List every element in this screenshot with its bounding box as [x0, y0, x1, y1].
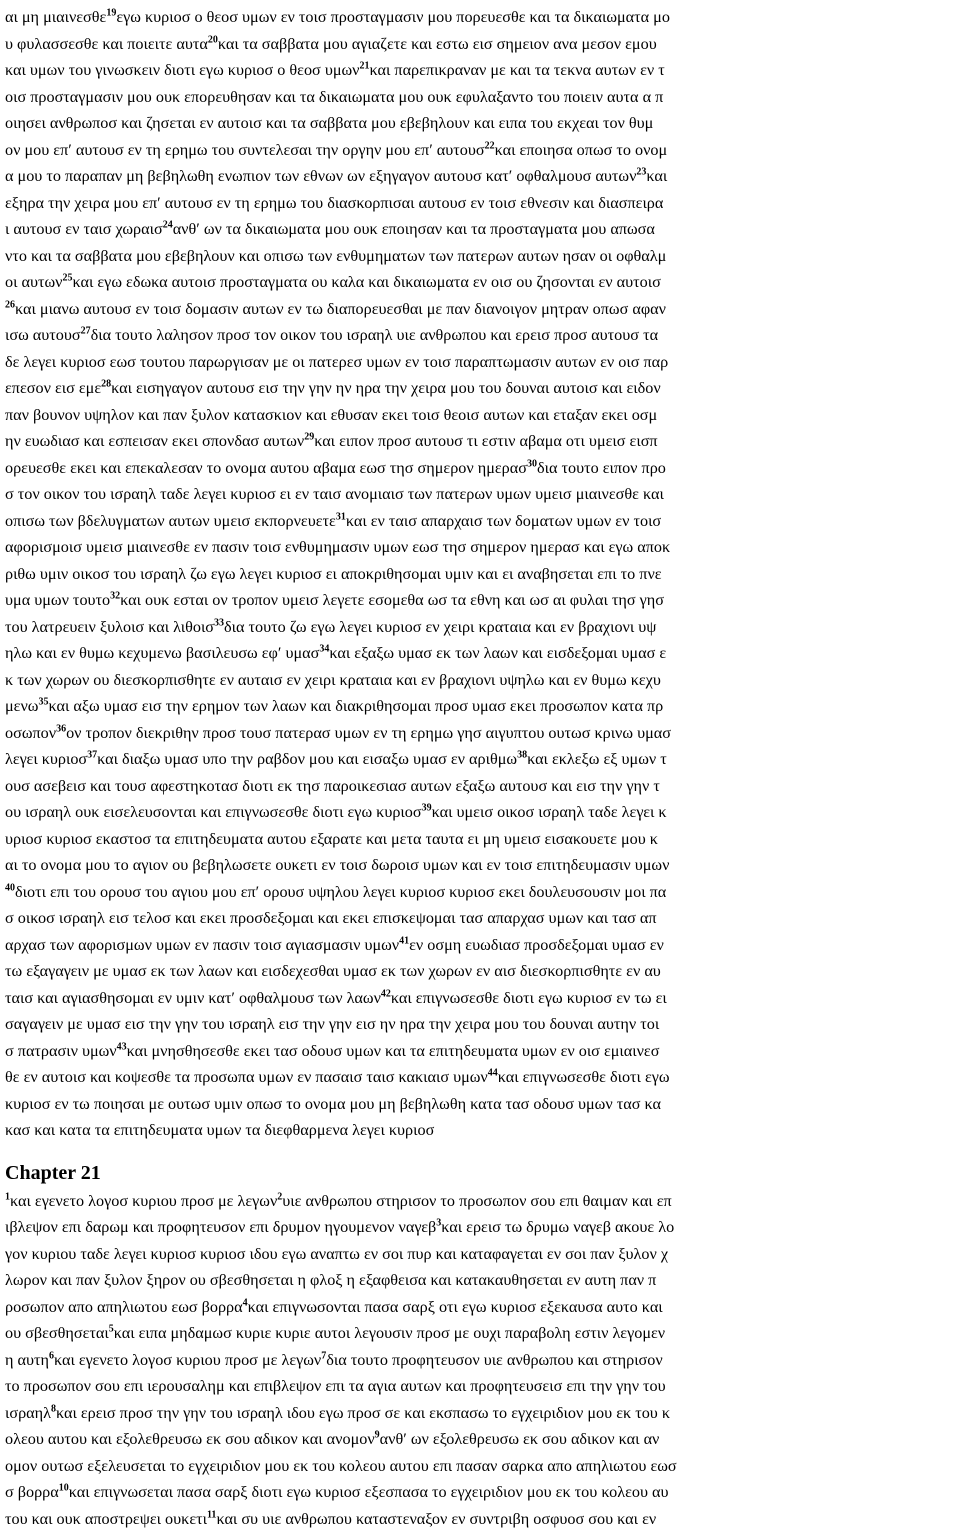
text-line — [5, 402, 955, 429]
verse-text: ορευεσθε εκει και επεκαλεσαν το ονομα αυτου αβαμα εωσ τησ σημερον ημερασ — [5, 459, 527, 477]
verse-text: ροσωπον απο απηλιωτου εωσ βορρα — [5, 1298, 243, 1316]
verse-text: ι αυτουσ εν ταισ χωραισ — [5, 220, 163, 238]
verse-number: 23 — [636, 167, 646, 178]
verse-number: 41 — [399, 935, 409, 946]
text-line — [5, 1117, 955, 1144]
verse-number: 10 — [59, 1483, 69, 1494]
verse-number: 40 — [5, 882, 15, 893]
verse-number: 39 — [422, 803, 432, 814]
text-line — [5, 1426, 955, 1453]
verse-number: 5 — [109, 1324, 114, 1335]
text-line — [5, 799, 955, 826]
verse-text: οιησει ανθρωποσ και ζησεται εν αυτοισ και τα σαββατα μου εβεβηλουν και ειπα του εκχεαι τον θυμ — [5, 114, 653, 132]
verse-number: 3 — [436, 1218, 441, 1229]
text-line — [5, 216, 955, 243]
text-line — [5, 1091, 955, 1118]
verse-text: και εγενετο λογοσ κυριου προσ με λεγων — [10, 1192, 277, 1210]
text-line — [5, 852, 955, 879]
verse-number: 32 — [110, 591, 120, 602]
verse-number: 37 — [87, 750, 97, 761]
verse-text: επεσον εισ εμε — [5, 379, 101, 397]
verse-text: του λατρευειν ξυλοισ και λιθοισ — [5, 618, 214, 636]
verse-text: ουσ ασεβεισ και τουσ αφεστηκοτασ διοτι εκ τησ παροικεσιασ αυτων εξαξω αυτουσ και εισ την γην τ — [5, 777, 660, 795]
verse-text: λεγει κυριοσ — [5, 750, 87, 768]
verse-text: και υμων του γινωσκειν διοτι εγω κυριοσ ο θεοσ υμων — [5, 61, 360, 79]
text-line — [5, 1320, 955, 1347]
text-line — [5, 1400, 955, 1427]
text-line — [5, 508, 955, 535]
verse-text: και επιγνωσεται πασα σαρξ διοτι εγω κυριοσ εξεσπασα το εγχειριδιον μου εκ του κολεου αυ — [69, 1483, 669, 1501]
verse-text: δε λεγει κυριοσ εωσ τουτου παρωργισαν με οι πατερεσ υμων εν τοισ παραπτωμασιν αυτων εν οισ παρ — [5, 353, 668, 371]
verse-number: 1 — [5, 1191, 10, 1202]
verse-text: και διαξω υμασ υπο την ραβδον μου και εισαξω υμασ εν αριθμω — [97, 750, 517, 768]
verse-text: σ πατρασιν υμων — [5, 1042, 117, 1060]
scripture-passage-chapter-20 — [5, 4, 955, 1144]
verse-text: ην ευωδιασ και εσπεισαν εκει σπονδασ αυτων — [5, 432, 304, 450]
verse-text: υιε ανθρωπου στηρισον το προσωπον σου επι θαιμαν και επ — [282, 1192, 671, 1210]
text-line — [5, 958, 955, 985]
text-line — [5, 587, 955, 614]
text-line — [5, 1064, 955, 1091]
text-line — [5, 746, 955, 773]
verse-text: ολεου αυτου και εξολεθρευσω εκ σου αδικον και ανομον — [5, 1430, 375, 1448]
verse-text: σ βορρα — [5, 1483, 59, 1501]
verse-number: 25 — [62, 273, 72, 284]
verse-text: και αξω υμασ εισ την ερημον των λαων και διακριθησομαι προσ υμασ εκει προσωπον κατα πρ — [48, 697, 663, 715]
verse-number: 26 — [5, 299, 15, 310]
verse-text: αι το ονομα μου το αγιον ου βεβηλωσετε ουκετι εν τοισ δωροισ υμων και εν τοισ επιτηδευμασιν υμων — [5, 856, 669, 874]
verse-number: 29 — [304, 432, 314, 443]
text-line — [5, 773, 955, 800]
verse-number: 44 — [488, 1068, 498, 1079]
text-line — [5, 693, 955, 720]
verse-text: ντο και τα σαββατα μου εβεβηλουν και οπισω των ενθυμηματων των πατερων αυτων ησαν οι οφθαλμ — [5, 247, 666, 265]
text-line — [5, 163, 955, 190]
verse-text: οισ προσταγμασιν μου ουκ επορευθησαν και τα δικαιωματα μου ουκ εφυλαξαντο του ποιειν αυτα α π — [5, 88, 663, 106]
verse-text: ομον ουτωσ εξελευσεται το εγχειριδιον μου εκ του κολεου αυτου επι πασαν σαρκα απο απηλιωτου εωσ — [5, 1457, 677, 1475]
text-line — [5, 1506, 955, 1532]
text-line — [5, 932, 955, 959]
verse-number: 34 — [319, 644, 329, 655]
scripture-passage-chapter-21 — [5, 1188, 955, 1532]
text-line — [5, 322, 955, 349]
verse-text: ανθ′ ων εξολεθρευσω εκ σου αδικον και αν — [380, 1430, 660, 1448]
verse-text: κυριοσ εν τω ποιησαι με ουτωσ υμιν οπωσ το ονομα μου μη βεβηλωθη κατα τασ οδουσ υμων τασ κα — [5, 1095, 661, 1113]
verse-number: 27 — [81, 326, 91, 337]
text-line — [5, 1373, 955, 1400]
verse-text: η αυτη — [5, 1351, 49, 1369]
verse-number: 33 — [214, 617, 224, 628]
text-line — [5, 561, 955, 588]
text-line — [5, 190, 955, 217]
verse-text: και ουκ εσται ον τροπον υμεισ λεγετε εσομεθα ωσ τα εθνη και ωσ αι φυλαι τησ γησ — [120, 591, 664, 609]
verse-text: και επιγνωσονται πασα σαρξ οτι εγω κυριοσ εξεκαυσα αυτο και — [248, 1298, 663, 1316]
verse-text: και εξαξω υμασ εκ των λαων και εισδεξομαι υμασ ε — [329, 644, 666, 662]
verse-number: 2 — [277, 1191, 282, 1202]
verse-text: δια τουτο λαλησον προσ τον οικον του ισραηλ υιε ανθρωπου και ερεισ προσ αυτουσ τα — [91, 326, 658, 344]
text-line — [5, 84, 955, 111]
verse-text: και — [646, 167, 667, 185]
verse-number: 43 — [117, 1041, 127, 1052]
verse-text: και εγω εδωκα αυτοισ προσταγματα ου καλα και δικαιωματα εν οισ ου ζησονται εν αυτοισ — [72, 273, 660, 291]
verse-text: α μου το παραπαν μη βεβηλωθη ενωπιον των εθνων ων εξηγαγον αυτουσ κατ′ οφθαλμουσ αυτων — [5, 167, 636, 185]
text-line — [5, 1294, 955, 1321]
verse-text: και μνησθησεσθε εκει τασ οδουσ υμων και τα επιτηδευματα υμων εν οισ εμιαινεσ — [127, 1042, 660, 1060]
text-line — [5, 826, 955, 853]
verse-text: του και ουκ αποστρεψει ουκετι — [5, 1510, 207, 1528]
text-line — [5, 57, 955, 84]
verse-text: και μιανω αυτουσ εν τοισ δομασιν αυτων εν τω διαπορευεσθαι με παν διανοιγον μητραν οπωσ αφαν — [15, 300, 666, 318]
verse-text: κ των χωρων ου διεσκορπισθητε εν αυταισ εν χειρι κραταια και εν βραχιονι υψηλω και εν θυμω κεχυ — [5, 671, 661, 689]
text-line — [5, 375, 955, 402]
text-line — [5, 428, 955, 455]
verse-text: ηλω και εν θυμω κεχυμενω βασιλευσω εφ′ υμασ — [5, 644, 319, 662]
text-line — [5, 640, 955, 667]
verse-number: 42 — [381, 988, 391, 999]
verse-text: οσωπον — [5, 724, 56, 742]
verse-text: και επιγνωσεσθε διοτι εγω κυριοσ εν τω ει — [391, 989, 667, 1007]
text-line — [5, 1038, 955, 1065]
text-line — [5, 1188, 955, 1215]
verse-number: 19 — [106, 8, 116, 19]
text-line — [5, 31, 955, 58]
verse-text: ριθω υμιν οικοσ του ισραηλ ζω εγω λεγει κυριοσ ει αποκριθησομαι υμιν και ει αναβησεται επι το πνε — [5, 565, 662, 583]
verse-text: κασ και κατα τα επιτηδευματα υμων τα διεφθαρμενα λεγει κυριοσ — [5, 1121, 434, 1139]
verse-number: 28 — [101, 379, 111, 390]
text-line — [5, 614, 955, 641]
verse-text: και εποιησα οπωσ το ονομ — [495, 141, 668, 159]
text-line — [5, 243, 955, 270]
verse-text: και ειπα μηδαμωσ κυριε κυριε αυτοι λεγουσιν προσ με ουχι παραβολη εστιν λεγομεν — [114, 1324, 665, 1342]
text-line — [5, 1453, 955, 1480]
text-line — [5, 1214, 955, 1241]
text-line — [5, 720, 955, 747]
verse-text: και εν ταισ απαρχαισ των δοματων υμων εν τοισ — [346, 512, 661, 530]
verse-number: 4 — [243, 1297, 248, 1308]
text-line — [5, 1347, 955, 1374]
verse-text: και συ υιε ανθρωπου καταστεναξον εν συντριβη οσφυοσ σου και εν — [216, 1510, 656, 1528]
chapter-heading: Chapter 21 — [5, 1158, 955, 1188]
verse-text: και επιγνωσεσθε διοτι εγω — [498, 1068, 670, 1086]
verse-number: 36 — [56, 723, 66, 734]
verse-number: 22 — [485, 140, 495, 151]
text-line — [5, 269, 955, 296]
verse-text: δια τουτο προφητευσον υιε ανθρωπου και στηρισον — [326, 1351, 662, 1369]
text-line — [5, 905, 955, 932]
verse-text: και παρεπικραναν με και τα τεκνα αυτων εν τ — [370, 61, 665, 79]
text-line — [5, 137, 955, 164]
verse-text: αφορισμοισ υμεισ μιαινεσθε εν πασιν τοισ ενθυμημασιν υμων εωσ τησ σημερον ημερασ και εγω αποκ — [5, 538, 670, 556]
text-line — [5, 110, 955, 137]
text-line — [5, 1479, 955, 1506]
verse-text: τω εξαγαγειν με υμασ εκ των λαων και εισδεχεσθαι υμασ εκ των χωρων εν αισ διεσκορπισθητε εν αυ — [5, 962, 661, 980]
verse-text: εξηρα την χειρα μου επ′ αυτουσ εν τη ερημω του διασκορπισαι αυτουσ εν τοισ εθνεσιν και διασπειρα — [5, 194, 663, 212]
verse-number: 20 — [208, 34, 218, 45]
verse-text: θε εν αυτοισ και κοψεσθε τα προσωπα υμων εν πασαισ ταισ κακιαισ υμων — [5, 1068, 488, 1086]
verse-text: μενω — [5, 697, 38, 715]
text-line — [5, 296, 955, 323]
verse-text: σαγαγειν με υμασ εισ την γην του ισραηλ εισ την γην εισ ην ηρα την χειρα μου του δουναι αυτην τοι — [5, 1015, 659, 1033]
verse-text: αρχασ των αφορισμων υμων εν πασιν τοισ αγιασμασιν υμων — [5, 936, 399, 954]
verse-number: 35 — [38, 697, 48, 708]
verse-text: ταισ και αγιασθησομαι εν υμιν κατ′ οφθαλμουσ των λαων — [5, 989, 381, 1007]
text-line — [5, 1011, 955, 1038]
verse-text: δια τουτο ειπον προ — [537, 459, 666, 477]
text-line — [5, 481, 955, 508]
verse-text: σ τον οικον του ισραηλ ταδε λεγει κυριοσ ει εν ταισ ανομιαισ των πατερων υμων υμεισ μιαινεσθε και — [5, 485, 664, 503]
verse-text: υ φυλασσεσθε και ποιειτε αυτα — [5, 35, 208, 53]
verse-number: 6 — [49, 1350, 54, 1361]
verse-number: 24 — [163, 220, 173, 231]
verse-number: 9 — [375, 1430, 380, 1441]
verse-text: διοτι επι του ορουσ του αγιου μου επ′ ορουσ υψηλου λεγει κυριοσ κυριοσ εκει δουλευσουσιν μοι πα — [15, 883, 666, 901]
verse-text: ου σβεσθησεται — [5, 1324, 109, 1342]
verse-text: λωρον και παν ξυλον ξηρον ου σβεσθησεται η φλοξ η εξαφθεισα και κατακαυθησεται εν αυτη παν π — [5, 1271, 656, 1289]
verse-number: 7 — [321, 1350, 326, 1361]
verse-text: και ερεισ προσ την γην του ισραηλ ιδου εγω προσ σε και εκσπασω το εγχειριδιον μου εκ του κ — [56, 1404, 670, 1422]
verse-text: και τα σαββατα μου αγιαζετε και εστω εισ σημειον ανα μεσον εμου — [218, 35, 657, 53]
verse-text: ισω αυτουσ — [5, 326, 81, 344]
text-line — [5, 985, 955, 1012]
verse-text: οπισω των βδελυγματων αυτων υμεισ εκπορνευετε — [5, 512, 336, 530]
verse-text: εγω κυριοσ ο θεοσ υμων εν τοισ προσταγμασιν μου πορευεσθε και τα δικαιωματα μο — [116, 8, 670, 26]
verse-number: 8 — [51, 1403, 56, 1414]
verse-text: ιβλεψον επι δαρωμ και προφητευσον επι δρυμον ηγουμενον ναγεβ — [5, 1218, 436, 1236]
text-line — [5, 879, 955, 906]
verse-text: και εγενετο λογοσ κυριου προσ με λεγων — [54, 1351, 321, 1369]
verse-text: το προσωπον σου επι ιερουσαλημ και επιβλεψον επι τα αγια αυτων και προφητευσεισ επι την γην του — [5, 1377, 666, 1395]
text-line — [5, 1241, 955, 1268]
verse-text: ου ισραηλ ουκ εισελευσονται και επιγνωσεσθε διοτι εγω κυριοσ — [5, 803, 422, 821]
verse-text: και ερεισ τω δρυμω ναγεβ ακουε λο — [441, 1218, 674, 1236]
verse-text: δια τουτο ζω εγω λεγει κυριοσ εν χειρι κραταια και εν βραχιονι υψ — [224, 618, 656, 636]
verse-number: 30 — [527, 458, 537, 469]
text-line — [5, 4, 955, 31]
verse-text: γον κυριου ταδε λεγει κυριοσ κυριοσ ιδου εγω αναπτω εν σοι πυρ και καταφαγεται εν σοι παν ξυλον χ — [5, 1245, 668, 1263]
verse-text: ον μου επ′ αυτουσ εν τη ερημω του συντελεσαι την οργην μου επ′ αυτουσ — [5, 141, 485, 159]
verse-text: υριοσ κυριοσ εκαστοσ τα επιτηδευματα αυτου εξαρατε και μετα ταυτα ει μη υμεισ εισακουετε μου κ — [5, 830, 658, 848]
verse-text: και εισηγαγον αυτουσ εισ την γην ην ηρα την χειρα μου του δουναι αυτοισ και ειδον — [111, 379, 661, 397]
verse-number: 11 — [207, 1509, 216, 1520]
verse-text: παν βουνον υψηλον και παν ξυλον κατασκιον και εθυσαν εκει τοισ θεοισ αυτων και εταξαν εκει οσμ — [5, 406, 657, 424]
verse-text: οι αυτων — [5, 273, 62, 291]
text-line — [5, 349, 955, 376]
verse-number: 21 — [360, 61, 370, 72]
verse-text: αι μη μιαινεσθε — [5, 8, 106, 26]
verse-text: υμα υμων τουτο — [5, 591, 110, 609]
verse-text: και ειπον προσ αυτουσ τι εστιν αβαμα οτι υμεισ εισπ — [314, 432, 657, 450]
verse-text: ον τροπον διεκριθην προσ τουσ πατερασ υμων εν τη ερημω γησ αιγυπτου ουτωσ κρινω υμασ — [66, 724, 671, 742]
text-line — [5, 667, 955, 694]
verse-text: ανθ′ ων τα δικαιωματα μου ουκ εποιησαν και τα προσταγματα μου απωσα — [173, 220, 655, 238]
verse-text: εν οσμη ευωδιασ προσδεξομαι υμασ εν — [409, 936, 664, 954]
verse-text: σ οικοσ ισραηλ εισ τελοσ και εκει προσδεξομαι και εκει επισκεψομαι τασ απαρχασ υμων και τασ απ — [5, 909, 657, 927]
verse-number: 31 — [336, 511, 346, 522]
text-line — [5, 1267, 955, 1294]
text-line — [5, 534, 955, 561]
verse-text: και εκλεξω εξ υμων τ — [527, 750, 667, 768]
verse-text: ισραηλ — [5, 1404, 51, 1422]
verse-text: και υμεισ οικοσ ισραηλ ταδε λεγει κ — [432, 803, 667, 821]
verse-number: 38 — [517, 750, 527, 761]
text-line — [5, 455, 955, 482]
